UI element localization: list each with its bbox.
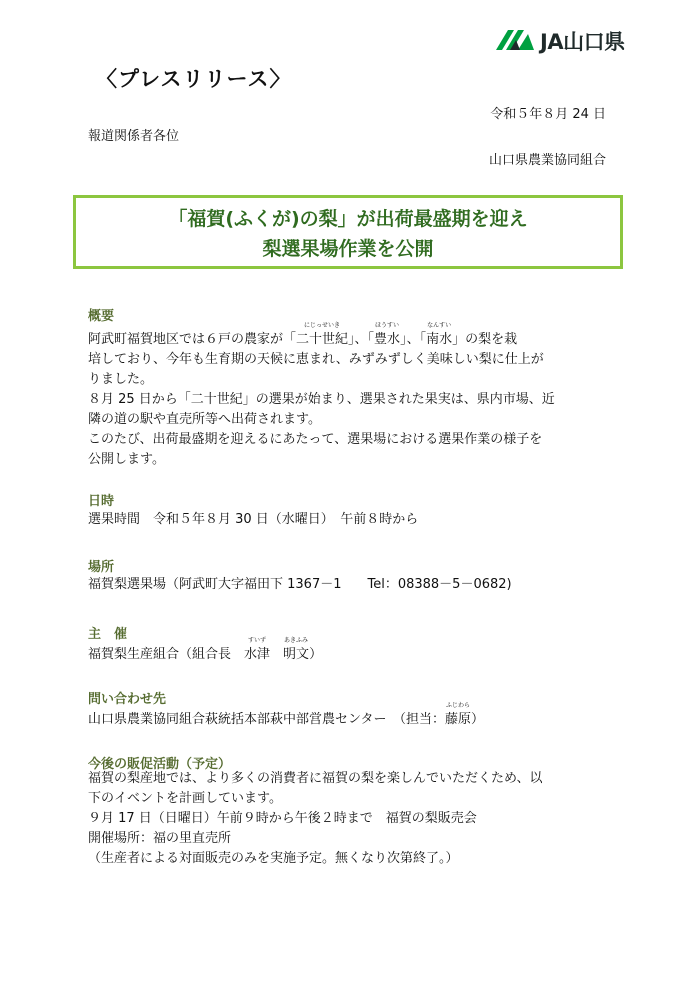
headline-line-1: 「福賀(ふくが)の梨」が出荷最盛期を迎え [168,208,528,230]
headline-box [73,195,623,269]
sales-line: 福賀の梨産地では、より多くの消費者に福賀の梨を楽しんでいただくため、以 [88,771,543,786]
sales-line: 下のイベントを計画しています。 [88,791,282,806]
ruby-nijusseiki: にじっせいき 二十世紀 [296,322,349,347]
overview-line: りました。 [88,372,154,387]
host-text: 福賀梨生産組合（組合長 すいず 水津 あきふみ 明文） [88,645,322,665]
headline-line-2: 梨選果場作業を公開 [262,238,434,260]
sales-paragraph [88,769,542,869]
overview-heading: 概要 [88,309,115,324]
recipients: 報道関係者各位 [88,129,180,144]
ja-yamaguchi-logo [496,22,646,56]
overview-line: ８月 25 日から「二十世紀」の選果が始まり、選果された果実は、県内市場、近 [88,392,555,407]
place-text: 福賀梨選果場（阿武町大字福田下 1367－1 Tel：08388－5－0682) [88,577,512,592]
overview-line: 隣の道の駅や直売所等へ出荷されます。 [88,412,321,427]
ruby-akifumi: あきふみ 明文 [283,637,310,662]
host-heading: 主 催 [88,627,128,642]
contact-text: 山口県農業協同組合萩統括本部萩中部営農センター （担当： ふじわら 藤原） [88,710,484,730]
ruby-nansui: なんすい 南水 [426,322,453,347]
place-heading: 場所 [88,560,115,575]
issuer: 山口県農業協同組合 [488,153,606,168]
overview-line: 公開します。 [88,452,165,467]
release-date: 令和５年８月 24 日 [490,107,606,122]
ruby-housui: ほうすい 豊水 [374,322,401,347]
press-release-title: 〈プレスリリース〉 [96,67,292,91]
sales-line: 開催場所：福の里直売所 [88,831,232,846]
overview-paragraph [88,322,555,470]
datetime-heading: 日時 [88,494,115,509]
ja-logo-mark-icon [496,24,536,52]
sales-line: ９月 17 日（日曜日）午前９時から午後２時まで 福賀の梨販売会 [88,811,477,826]
datetime-text: 選果時間 令和５年８月 30 日（水曜日） 午前８時から [88,512,419,527]
overview-line: このたび、出荷最盛期を迎えるにあたって、選果場における選果作業の様子を [88,432,543,447]
overview-line: 阿武町福賀地区では６戸の農家が「 にじっせいき 二十世紀」、「 ほうすい 豊水」、「 なんすい 南水」の梨を栽 [88,330,555,350]
ja-logo-text: JA山口県 [540,30,625,54]
ruby-fujiwara: ふじわら 藤原 [444,702,471,727]
overview-line: 培しており、今年も生育期の天候に恵まれ、みずみずしく美味しい梨に仕上が [88,352,544,367]
sales-line: （生産者による対面販売のみを実施予定。無くなり次第終了。） [88,851,459,866]
sales-heading: 今後の販促活動（予定） [88,757,232,772]
contact-heading: 問い合わせ先 [88,692,167,707]
ruby-suizu: すいず 水津 [244,637,271,662]
